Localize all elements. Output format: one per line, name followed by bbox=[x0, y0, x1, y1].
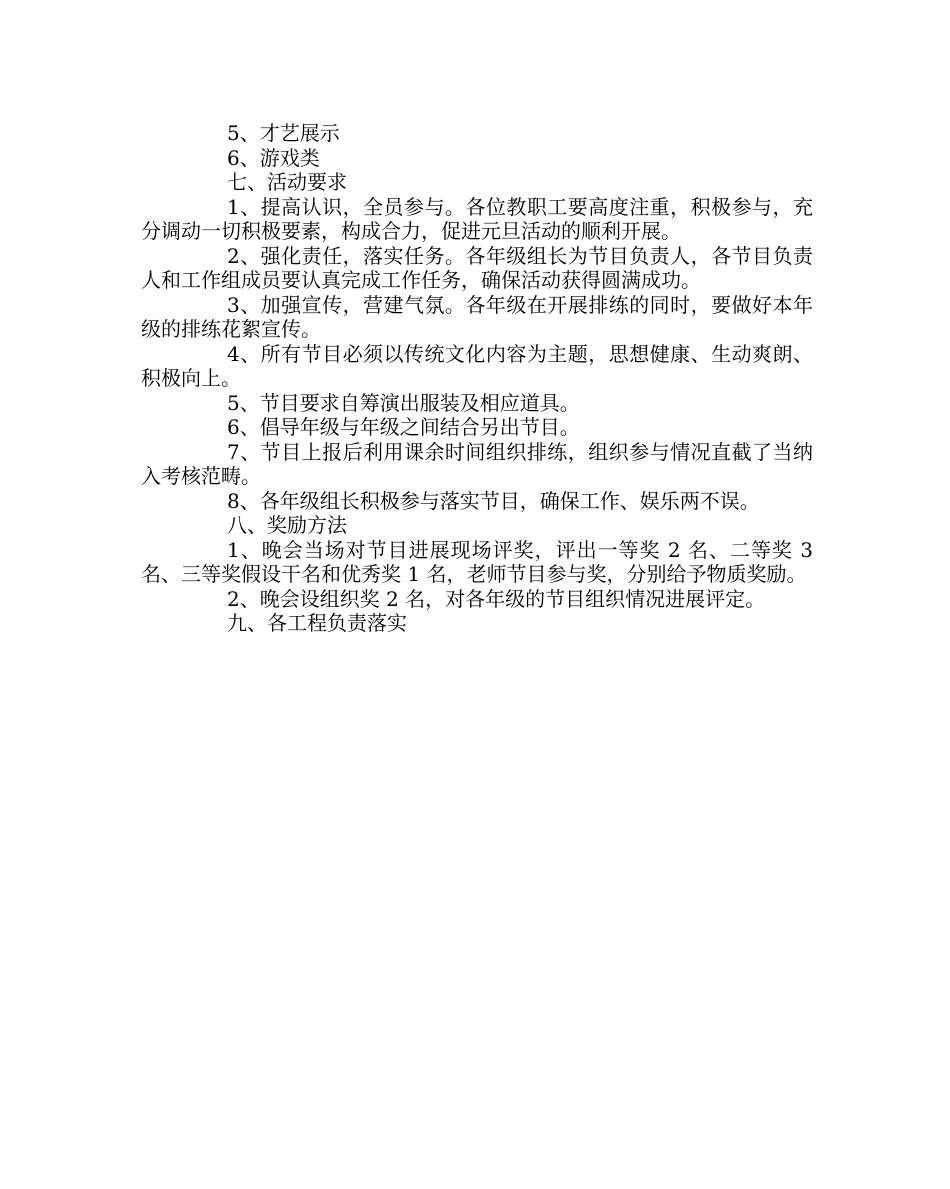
paragraph-requirement-7: 7、节目上报后利用课余时间组织排练，组织参与情况直截了当纳入考核范畴。 bbox=[141, 439, 813, 488]
paragraph-requirement-4: 4、所有节目必须以传统文化内容为主题，思想健康、生动爽朗、积极向上。 bbox=[141, 341, 813, 390]
paragraph-requirement-2: 2、强化责任，落实任务。各年级组长为节目负责人，各节目负责人和工作组成员要认真完成工作任务，确保活动获得圆满成功。 bbox=[141, 243, 813, 292]
paragraph-requirement-8: 8、各年级组长积极参与落实节目，确保工作、娱乐两不误。 bbox=[227, 488, 760, 513]
paragraph-games: 6、游戏类 bbox=[227, 145, 320, 170]
document-body bbox=[141, 121, 813, 636]
paragraph-requirement-1: 1、提高认识，全员参与。各位教职工要高度注重，积极参与，充分调动一切积极要素，构成合力，促进元旦活动的顺利开展。 bbox=[141, 194, 813, 243]
section-heading-rewards: 八、奖励方法 bbox=[227, 513, 347, 537]
paragraph-requirement-6: 6、倡导年级与年级之间结合另出节目。 bbox=[227, 415, 580, 439]
paragraph-requirement-5: 5、节目要求自筹演出服装及相应道具。 bbox=[227, 390, 580, 415]
section-heading-requirements: 七、活动要求 bbox=[227, 170, 347, 194]
paragraph-requirement-3: 3、加强宣传，营建气氛。各年级在开展排练的同时，要做好本年级的排练花絮宣传。 bbox=[141, 292, 813, 341]
paragraph-reward-2: 2、晚会设组织奖 2 名，对各年级的节目组织情况进展评定。 bbox=[227, 586, 766, 611]
paragraph-talent-show: 5、才艺展示 bbox=[227, 121, 340, 145]
paragraph-reward-1: 1、晚会当场对节目进展现场评奖，评出一等奖 2 名、二等奖 3 名、三等奖假设干名和优秀奖 1 名，老师节目参与奖，分别给予物质奖励。 bbox=[141, 537, 813, 586]
section-heading-responsibilities: 九、各工程负责落实 bbox=[227, 611, 407, 635]
